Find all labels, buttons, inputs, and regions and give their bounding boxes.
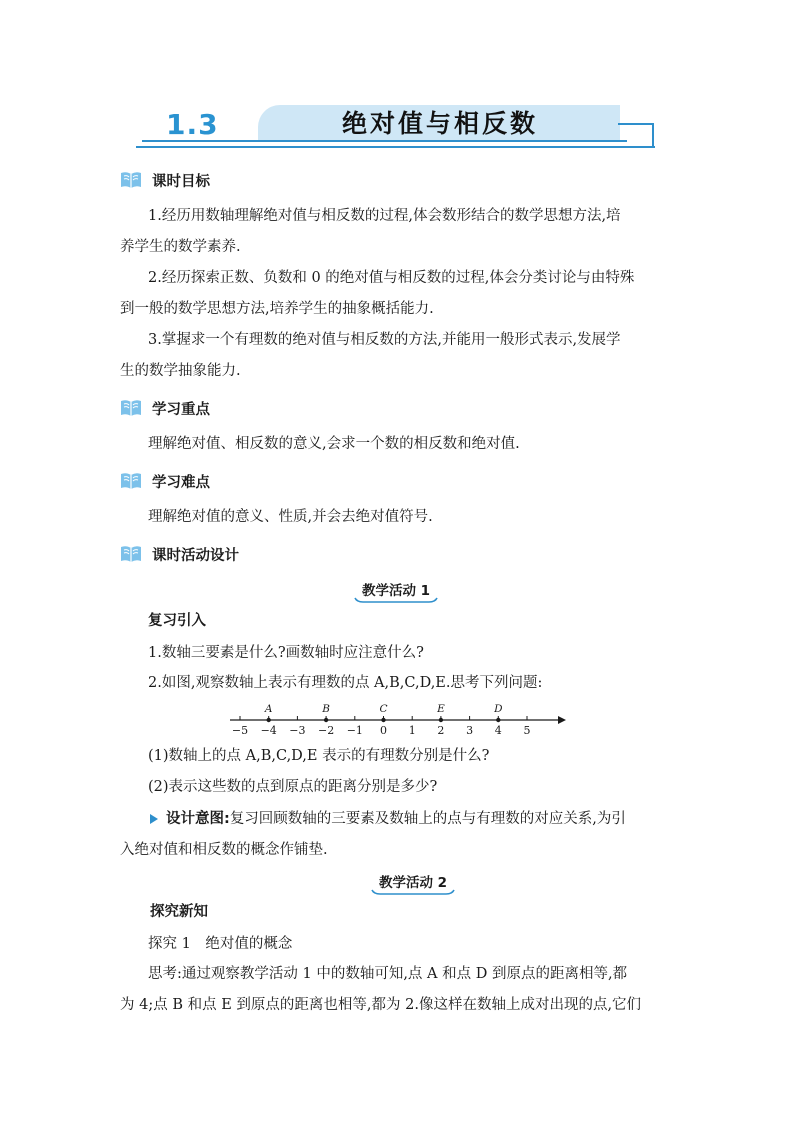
open-book-icon [120, 399, 142, 417]
goal-line: 2.经历探索正数、负数和 0 的绝对值与相反数的过程,体会分类讨论与由特殊 [148, 270, 635, 286]
number-line-point [439, 718, 443, 722]
section-key-title: 学习重点 [152, 401, 210, 418]
section-key [120, 397, 210, 419]
goal-line: 到一般的数学思想方法,培养学生的抽象概括能力. [120, 301, 434, 317]
section-design-title: 课时活动设计 [152, 547, 239, 564]
open-book-icon [120, 472, 142, 490]
activity-2-subtitle: 探究新知 [150, 904, 208, 920]
number-line-point-label: E [437, 703, 445, 715]
activity-1-q2: 2.如图,观察数轴上表示有理数的点 A,B,C,D,E.思考下列问题: [148, 675, 543, 691]
activity-2-label: 教学活动 2 [378, 875, 448, 891]
header-rule-lower [136, 146, 655, 148]
think-line: 思考:通过观察教学活动 1 中的数轴可知,点 A 和点 D 到原点的距离相等,都 [148, 966, 628, 982]
number-line-tick-label: 1 [408, 724, 416, 737]
number-line-point-label: A [264, 703, 273, 715]
number-line-arrow [558, 716, 566, 724]
goal-line: 1.经历用数轴理解绝对值与相反数的过程,体会数形结合的数学思想方法,培 [148, 208, 621, 224]
number-line [222, 698, 568, 738]
think-line: 为 4;点 B 和点 E 到原点的距离也相等,都为 2.像这样在数轴上成对出现的点,它们 [120, 997, 642, 1013]
number-line-tick-label: 2 [437, 724, 445, 737]
open-book-icon [120, 171, 142, 189]
section-difficult-title: 学习难点 [152, 474, 210, 491]
section-goals-title: 课时目标 [152, 173, 210, 190]
activity-underline [353, 597, 439, 603]
explore-1-title: 探究 1 绝对值的概念 [148, 936, 293, 952]
design-intent [150, 809, 626, 829]
difficult-text: 理解绝对值的意义、性质,并会去绝对值符号. [148, 509, 433, 525]
number-line-tick-label: −5 [231, 724, 249, 737]
number-line-tick-label: −2 [317, 724, 335, 737]
number-line-tick-label: −4 [260, 724, 277, 737]
activity-1-q4: (2)表示这些数的点到原点的距离分别是多少? [148, 779, 438, 795]
open-book-icon [120, 545, 142, 563]
section-difficult [120, 470, 210, 492]
goal-line: 养学生的数学素养. [120, 239, 241, 255]
number-line-tick-label: 4 [494, 724, 502, 737]
design-intent-text: 复习回顾数轴的三要素及数轴上的点与有理数的对应关系,为引 [229, 811, 626, 827]
goal-line: 生的数学抽象能力. [120, 363, 241, 379]
number-line-point-label: B [322, 703, 330, 715]
number-line-point-label: C [379, 703, 388, 715]
number-line-point [324, 718, 328, 722]
number-line-point [267, 718, 271, 722]
activity-underline [370, 889, 456, 895]
number-line-tick-label: 0 [380, 724, 387, 737]
number-line-tick-label: −1 [346, 724, 363, 737]
section-goals [120, 169, 210, 191]
page-title: 绝对值与相反数 [341, 109, 538, 138]
section-number: 1.3 [166, 108, 219, 141]
number-line-tick-label: 5 [523, 724, 531, 737]
design-intent-text-cont: 入绝对值和相反数的概念作铺垫. [120, 842, 328, 858]
number-line-point [496, 718, 500, 722]
number-line-tick-label: −3 [289, 724, 306, 737]
design-intent-label: 设计意图: [166, 811, 230, 827]
goal-line: 3.掌握求一个有理数的绝对值与相反数的方法,并能用一般形式表示,发展学 [148, 332, 621, 348]
header-corner-line [618, 123, 654, 148]
activity-1-subtitle: 复习引入 [148, 613, 206, 629]
number-line-tick-label: 3 [466, 724, 474, 737]
activity-2-heading [370, 871, 456, 893]
number-line-point [381, 718, 385, 722]
activity-1-q3: (1)数轴上的点 A,B,C,D,E 表示的有理数分别是什么? [148, 748, 490, 764]
activity-1-q1: 1.数轴三要素是什么?画数轴时应注意什么? [148, 645, 424, 661]
activity-1-label: 教学活动 1 [361, 583, 431, 599]
triangle-right-icon [150, 814, 158, 824]
section-design [120, 543, 239, 565]
number-line-point-label: D [494, 703, 503, 715]
key-text: 理解绝对值、相反数的意义,会求一个数的相反数和绝对值. [148, 436, 520, 452]
activity-1-heading [353, 579, 439, 601]
